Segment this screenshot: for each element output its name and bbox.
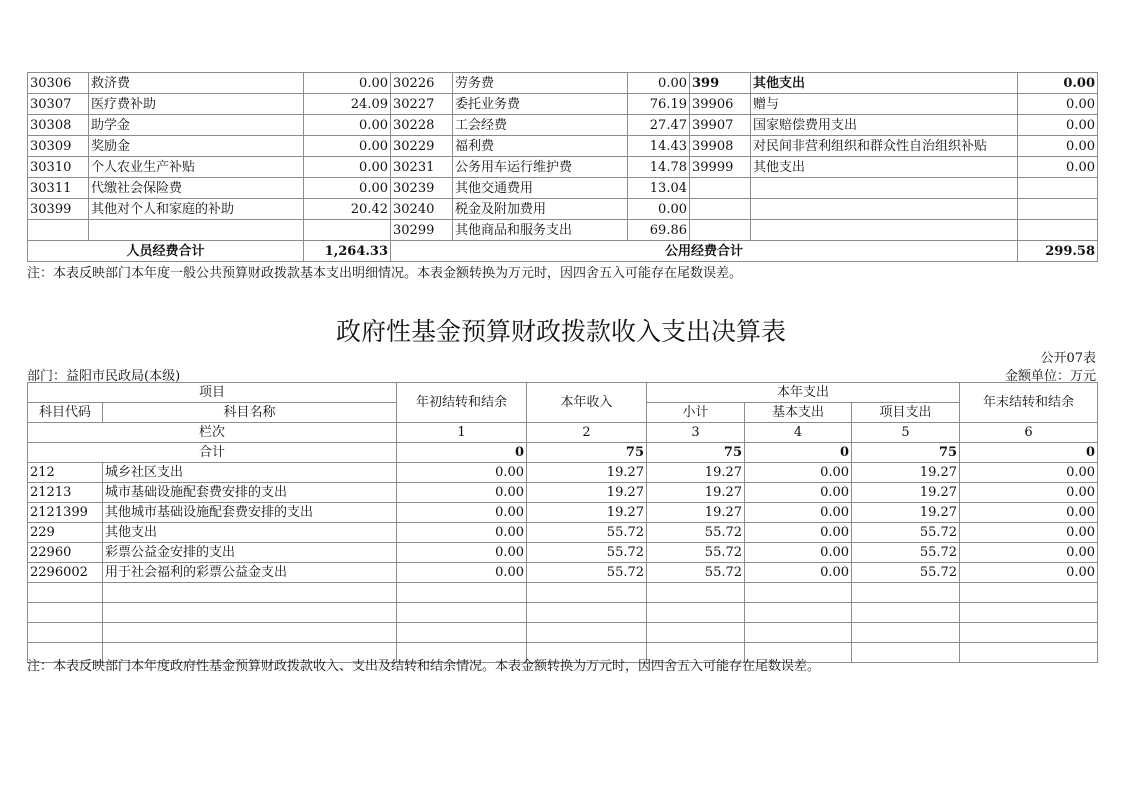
empty-cell (103, 603, 397, 623)
header-closing: 年末结转和结余 (960, 383, 1098, 423)
column-index: 5 (852, 423, 960, 443)
amount-cell: 24.09 (304, 94, 391, 115)
name-cell: 公务用车运行维护费 (453, 157, 628, 178)
table-row (28, 503, 1098, 523)
amount-cell (304, 220, 391, 241)
header-name: 科目名称 (103, 403, 397, 423)
header-subtotal: 小计 (647, 403, 745, 423)
code-cell: 39907 (690, 115, 751, 136)
name-cell (89, 220, 304, 241)
amount-cell: 19.27 (852, 503, 960, 523)
public-total-value: 299.58 (1018, 241, 1098, 262)
code-cell: 30231 (391, 157, 453, 178)
amount-cell: 0.00 (1018, 73, 1098, 94)
table-row (28, 136, 1098, 157)
amount-cell: 0.00 (628, 73, 690, 94)
code-cell (690, 178, 751, 199)
amount-cell: 55.72 (852, 543, 960, 563)
personnel-total-label: 人员经费合计 (28, 241, 304, 262)
name-cell: 国家赔偿费用支出 (751, 115, 1018, 136)
empty-cell (527, 603, 647, 623)
code-cell: 30227 (391, 94, 453, 115)
column-index: 4 (745, 423, 852, 443)
total-value: 75 (527, 443, 647, 463)
code-cell: 30226 (391, 73, 453, 94)
amount-cell: 19.27 (527, 503, 647, 523)
name-cell: 劳务费 (453, 73, 628, 94)
amount-cell: 76.19 (628, 94, 690, 115)
code-cell: 30310 (28, 157, 89, 178)
amount-cell: 0.00 (1018, 115, 1098, 136)
amount-cell: 0.00 (1018, 136, 1098, 157)
total-value: 75 (852, 443, 960, 463)
amount-cell: 0.00 (397, 483, 527, 503)
header-expense: 本年支出 (647, 383, 960, 403)
amount-cell: 0.00 (960, 523, 1098, 543)
amount-cell: 55.72 (647, 563, 745, 583)
code-cell: 229 (28, 523, 103, 543)
amount-cell: 0.00 (397, 503, 527, 523)
column-index: 2 (527, 423, 647, 443)
table-row (28, 178, 1098, 199)
name-cell (751, 199, 1018, 220)
name-cell: 用于社会福利的彩票公益金支出 (103, 563, 397, 583)
name-cell: 助学金 (89, 115, 304, 136)
amount-cell: 19.27 (852, 463, 960, 483)
empty-cell (852, 623, 960, 643)
empty-cell (647, 623, 745, 643)
name-cell: 其他商品和服务支出 (453, 220, 628, 241)
amount-cell: 0.00 (304, 73, 391, 94)
code-cell: 30309 (28, 136, 89, 157)
code-cell: 30306 (28, 73, 89, 94)
amount-cell: 19.27 (527, 463, 647, 483)
amount-cell: 0.00 (745, 483, 852, 503)
table-row (28, 157, 1098, 178)
amount-cell: 14.43 (628, 136, 690, 157)
code-cell (690, 220, 751, 241)
table1-note: 注：本表反映部门本年度一般公共预算财政拨款基本支出明细情况。本表金额转换为万元时，因四舍五入可能存在尾数误差。 (27, 266, 743, 281)
amount-cell: 0.00 (304, 136, 391, 157)
name-cell: 救济费 (89, 73, 304, 94)
empty-cell (960, 603, 1098, 623)
amount-cell (1018, 220, 1098, 241)
total-value: 75 (647, 443, 745, 463)
amount-cell: 0.00 (745, 543, 852, 563)
code-cell: 21213 (28, 483, 103, 503)
empty-cell (852, 583, 960, 603)
personnel-total-value: 1,264.33 (304, 241, 391, 262)
form-number: 公开07表 (1040, 351, 1096, 366)
amount-cell: 19.27 (647, 463, 745, 483)
amount-cell: 27.47 (628, 115, 690, 136)
header-project: 项目支出 (852, 403, 960, 423)
public-total-label: 公用经费合计 (391, 241, 1018, 262)
header-code: 科目代码 (28, 403, 103, 423)
empty-cell (960, 583, 1098, 603)
empty-cell (397, 623, 527, 643)
empty-cell (745, 583, 852, 603)
code-cell: 30399 (28, 199, 89, 220)
empty-cell (397, 603, 527, 623)
empty-cell (28, 623, 103, 643)
code-cell (690, 199, 751, 220)
amount-cell (1018, 178, 1098, 199)
code-cell: 2121399 (28, 503, 103, 523)
amount-cell: 0.00 (397, 463, 527, 483)
name-cell: 其他支出 (751, 157, 1018, 178)
name-cell: 其他支出 (751, 73, 1018, 94)
amount-cell: 0.00 (304, 157, 391, 178)
name-cell: 委托业务费 (453, 94, 628, 115)
name-cell (751, 220, 1018, 241)
code-cell: 399 (690, 73, 751, 94)
amount-cell: 0.00 (628, 199, 690, 220)
empty-cell (960, 643, 1098, 663)
name-cell: 工会经费 (453, 115, 628, 136)
amount-cell: 19.27 (852, 483, 960, 503)
empty-cell (852, 603, 960, 623)
amount-cell: 19.27 (647, 503, 745, 523)
header-item: 项目 (28, 383, 397, 403)
amount-cell: 55.72 (527, 563, 647, 583)
name-cell: 其他城市基础设施配套费安排的支出 (103, 503, 397, 523)
empty-row (28, 603, 1098, 623)
table-row (28, 563, 1098, 583)
code-cell: 30240 (391, 199, 453, 220)
amount-cell: 0.00 (745, 563, 852, 583)
empty-cell (527, 583, 647, 603)
empty-cell (397, 583, 527, 603)
amount-cell: 55.72 (852, 523, 960, 543)
empty-cell (28, 583, 103, 603)
amount-cell: 0.00 (960, 563, 1098, 583)
table-row (28, 463, 1098, 483)
amount-cell: 55.72 (527, 523, 647, 543)
empty-row (28, 623, 1098, 643)
table-row (28, 73, 1098, 94)
amount-cell: 55.72 (647, 543, 745, 563)
column-index: 3 (647, 423, 745, 443)
amount-cell: 0.00 (1018, 94, 1098, 115)
amount-cell: 0.00 (397, 523, 527, 543)
empty-cell (960, 623, 1098, 643)
amount-cell: 0.00 (304, 115, 391, 136)
column-index: 1 (397, 423, 527, 443)
empty-cell (527, 623, 647, 643)
amount-cell: 19.27 (647, 483, 745, 503)
code-cell: 2296002 (28, 563, 103, 583)
name-cell: 其他对个人和家庭的补助 (89, 199, 304, 220)
amount-cell: 55.72 (852, 563, 960, 583)
fund-budget-table (27, 382, 1098, 663)
empty-cell (647, 603, 745, 623)
table2-note: 注：本表反映部门本年度政府性基金预算财政拨款收入、支出及结转和结余情况。本表金额转换为万元时，因四舍五入可能存在尾数误差。 (27, 659, 821, 674)
amount-cell: 19.27 (527, 483, 647, 503)
amount-cell: 0.00 (304, 178, 391, 199)
name-cell: 其他交通费用 (453, 178, 628, 199)
amount-cell: 13.04 (628, 178, 690, 199)
header-opening: 年初结转和结余 (397, 383, 527, 423)
table-row (28, 199, 1098, 220)
code-cell: 30299 (391, 220, 453, 241)
amount-cell: 0.00 (960, 503, 1098, 523)
name-cell: 彩票公益金安排的支出 (103, 543, 397, 563)
empty-cell (745, 603, 852, 623)
table-row (28, 115, 1098, 136)
amount-cell: 20.42 (304, 199, 391, 220)
amount-cell: 55.72 (647, 523, 745, 543)
code-cell: 30307 (28, 94, 89, 115)
empty-cell (103, 623, 397, 643)
code-cell (28, 220, 89, 241)
empty-cell (745, 623, 852, 643)
page-title: 政府性基金预算财政拨款收入支出决算表 (335, 317, 786, 346)
code-cell: 30308 (28, 115, 89, 136)
name-cell: 城乡社区支出 (103, 463, 397, 483)
code-cell: 30229 (391, 136, 453, 157)
amount-cell: 14.78 (628, 157, 690, 178)
name-cell: 税金及附加费用 (453, 199, 628, 220)
table-row (28, 483, 1098, 503)
amount-cell: 0.00 (745, 503, 852, 523)
amount-cell: 0.00 (745, 463, 852, 483)
department-label: 部门：益阳市民政局(本级) (27, 369, 181, 384)
total-value: 0 (960, 443, 1098, 463)
empty-cell (647, 583, 745, 603)
amount-cell: 0.00 (1018, 157, 1098, 178)
name-cell: 医疗费补助 (89, 94, 304, 115)
unit-label: 金额单位：万元 (1004, 369, 1096, 384)
total-row (28, 241, 1098, 262)
amount-cell: 0.00 (397, 543, 527, 563)
name-cell: 福利费 (453, 136, 628, 157)
name-cell: 代缴社会保险费 (89, 178, 304, 199)
code-cell: 39999 (690, 157, 751, 178)
header-income: 本年收入 (527, 383, 647, 423)
amount-cell: 0.00 (960, 463, 1098, 483)
code-cell: 39908 (690, 136, 751, 157)
code-cell: 30311 (28, 178, 89, 199)
amount-cell: 69.86 (628, 220, 690, 241)
code-cell: 212 (28, 463, 103, 483)
name-cell: 其他支出 (103, 523, 397, 543)
empty-cell (28, 603, 103, 623)
name-cell: 对民间非营利组织和群众性自治组织补贴 (751, 136, 1018, 157)
empty-cell (103, 583, 397, 603)
name-cell: 城市基础设施配套费安排的支出 (103, 483, 397, 503)
header-basic: 基本支出 (745, 403, 852, 423)
name-cell: 个人农业生产补贴 (89, 157, 304, 178)
name-cell: 赠与 (751, 94, 1018, 115)
column-index-label: 栏次 (28, 423, 397, 443)
empty-row (28, 583, 1098, 603)
code-cell: 30239 (391, 178, 453, 199)
total-value: 0 (745, 443, 852, 463)
amount-cell: 0.00 (960, 483, 1098, 503)
table-row (28, 220, 1098, 241)
total-value: 0 (397, 443, 527, 463)
total-label: 合计 (28, 443, 397, 463)
table-row (28, 523, 1098, 543)
amount-cell: 0.00 (745, 523, 852, 543)
amount-cell: 0.00 (397, 563, 527, 583)
table-row (28, 94, 1098, 115)
amount-cell: 0.00 (960, 543, 1098, 563)
basic-expense-detail-table (27, 72, 1098, 262)
table-row (28, 543, 1098, 563)
name-cell: 奖励金 (89, 136, 304, 157)
column-index: 6 (960, 423, 1098, 443)
amount-cell (1018, 199, 1098, 220)
amount-cell: 55.72 (527, 543, 647, 563)
code-cell: 30228 (391, 115, 453, 136)
empty-cell (852, 643, 960, 663)
code-cell: 39906 (690, 94, 751, 115)
code-cell: 22960 (28, 543, 103, 563)
name-cell (751, 178, 1018, 199)
